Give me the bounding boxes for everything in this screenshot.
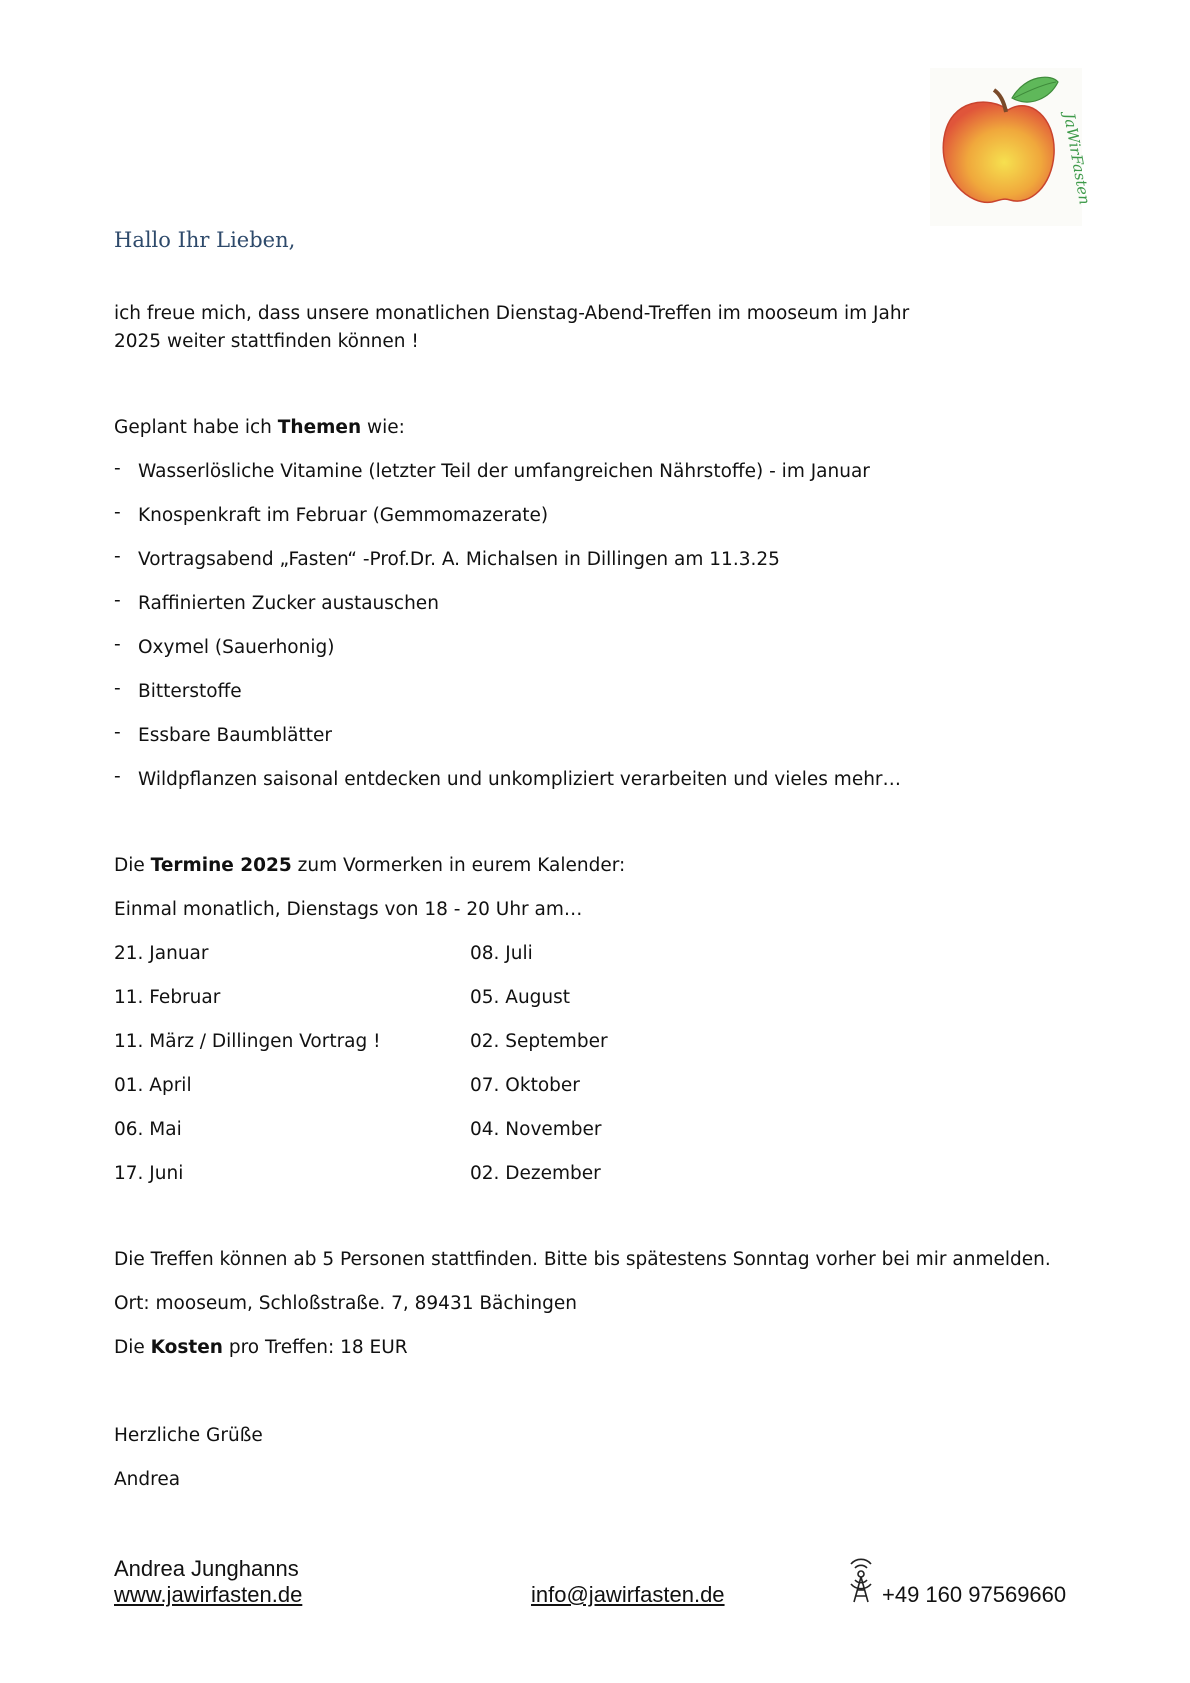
date-right: 04. November [470,1119,602,1140]
topics-list [114,458,901,810]
footer-website-link[interactable]: www.jawirfasten.de [114,1582,303,1607]
list-item: - Essbare Baumblätter [114,722,901,766]
bullet-dash: - [114,546,121,567]
bullet-dash: - [114,458,121,479]
footer-email-link[interactable]: info@jawirfasten.de [531,1582,725,1607]
themes-heading: Geplant habe ich Themen wie: [114,417,405,438]
date-right: 07. Oktober [470,1075,580,1096]
list-item: - Knospenkraft im Februar (Gemmomazerate) [114,502,901,546]
costs-info: Die Kosten pro Treffen: 18 EUR [114,1337,408,1358]
list-item: - Oxymel (Sauerhonig) [114,634,901,678]
list-item: - Wildpflanzen saisonal entdecken und unkompliziert verarbeiten und vieles mehr… [114,766,901,810]
termine-heading: Die Termine 2025 zum Vormerken in eurem Kalender: [114,855,626,876]
logo-text: JaWirFasten [1060,111,1094,206]
date-row [114,1116,814,1160]
greeting: Hallo Ihr Lieben, [114,228,296,252]
date-left: 11. Februar [114,987,221,1008]
bullet-dash: - [114,722,121,743]
bullet-dash: - [114,678,121,699]
date-right: 02. Dezember [470,1163,601,1184]
date-left: 17. Juni [114,1163,184,1184]
schedule-note: Einmal monatlich, Dienstags von 18 - 20 Uhr am… [114,899,583,920]
list-item: - Raffinierten Zucker austauschen [114,590,901,634]
date-row [114,1160,814,1204]
apple-logo [930,68,1094,226]
date-row [114,1028,814,1072]
date-row [114,1072,814,1116]
footer-phone[interactable]: +49 160 97569660 [882,1582,1067,1607]
closing: Herzliche Grüße [114,1425,263,1446]
antenna-icon [846,1560,876,1604]
participants-info: Die Treffen können ab 5 Personen stattfinden. Bitte bis spätestens Sonntag vorher bei mir anmelden. [114,1249,1051,1270]
signature: Andrea [114,1469,181,1490]
bullet-dash: - [114,502,121,523]
list-item: - Wasserlösliche Vitamine (letzter Teil der umfangreichen Nährstoffe) - im Januar [114,458,901,502]
date-right: 08. Juli [470,943,533,964]
bullet-dash: - [114,590,121,611]
date-right: 02. September [470,1031,608,1052]
date-row [114,940,814,984]
bullet-dash: - [114,634,121,655]
list-item: - Bitterstoffe [114,678,901,722]
date-right: 05. August [470,987,571,1008]
date-left: 11. März / Dillingen Vortrag ! [114,1031,381,1052]
date-left: 21. Januar [114,943,209,964]
date-row [114,984,814,1028]
date-left: 01. April [114,1075,192,1096]
list-item: - Vortragsabend „Fasten“ -Prof.Dr. A. Michalsen in Dillingen am 11.3.25 [114,546,901,590]
location-info: Ort: mooseum, Schloßstraße. 7, 89431 Bächingen [114,1293,578,1314]
intro-paragraph: ich freue mich, dass unsere monatlichen Dienstag-Abend-Treffen im mooseum im Jahr 2025 weiter stattfinden können ! [114,303,910,352]
bullet-dash: - [114,766,121,787]
footer-name: Andrea Junghanns [114,1556,299,1581]
dates-grid [114,940,814,1204]
date-left: 06. Mai [114,1119,182,1140]
